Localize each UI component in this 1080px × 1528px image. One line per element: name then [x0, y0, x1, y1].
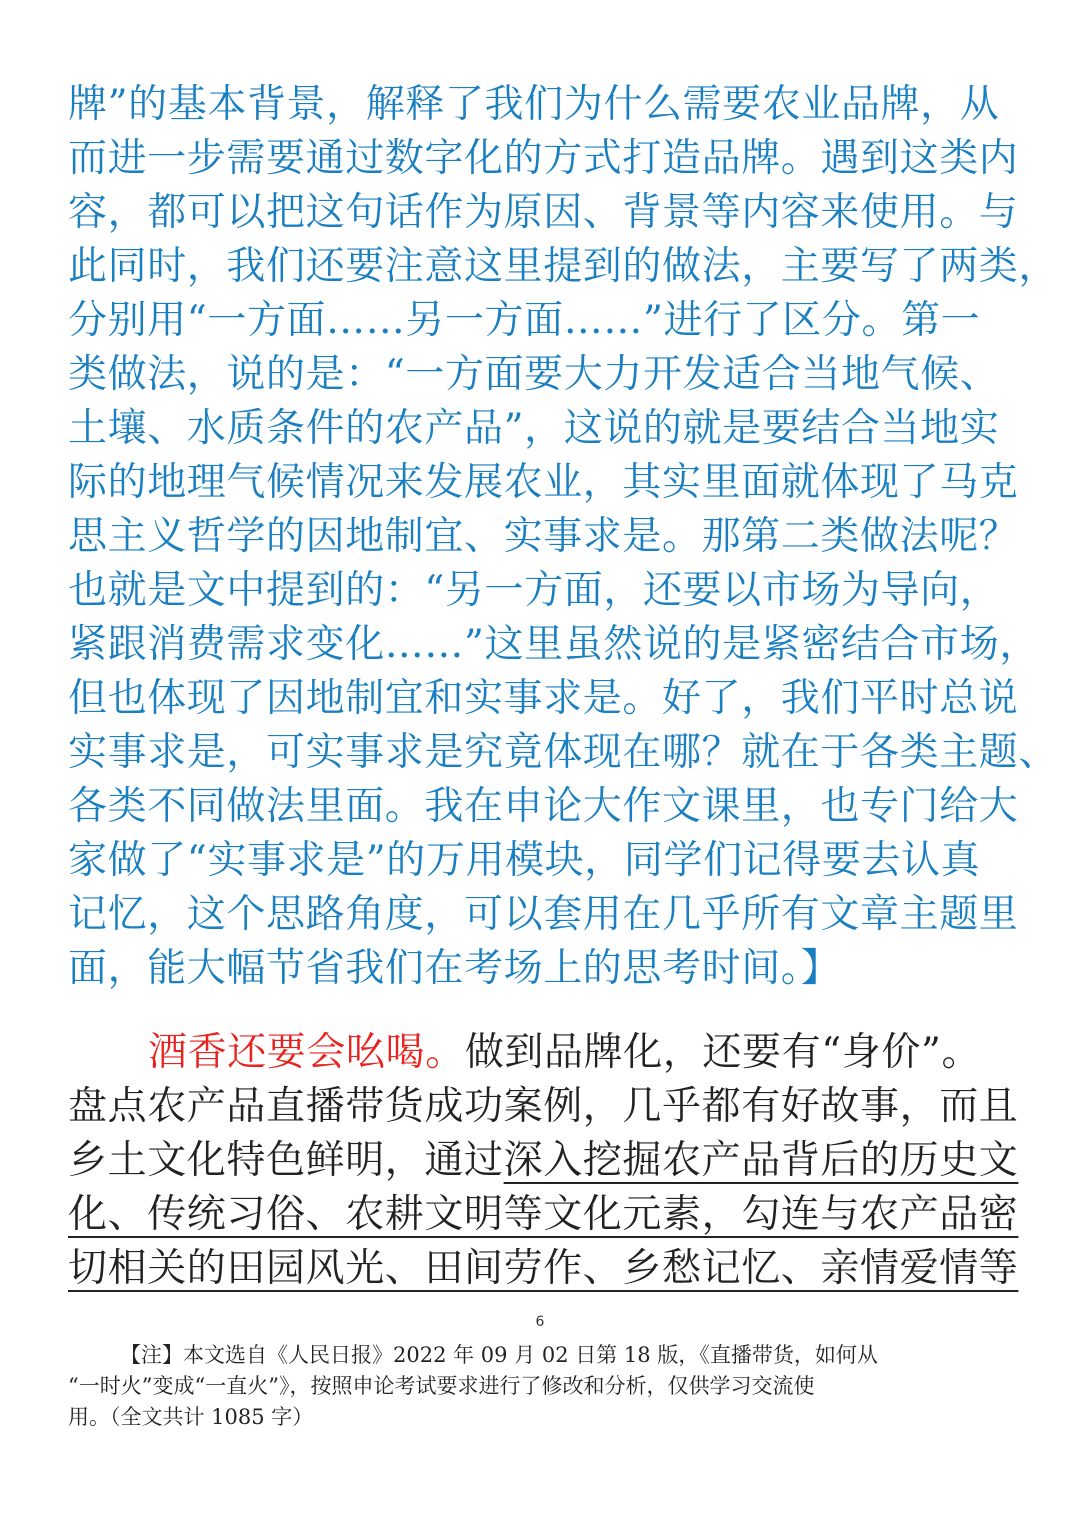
commentary-block	[68, 78, 1059, 996]
commentary-line: 类做法，说的是：“一方面要大力开发适合当地气候、	[68, 352, 1000, 397]
commentary-line: 但也体现了因地制宜和实事求是。好了，我们平时总说	[68, 676, 1019, 721]
commentary-line: 思主义哲学的因地制宜、实事求是。那第二类做法呢？	[68, 514, 1019, 559]
commentary-line: 此同时，我们还要注意这里提到的做法，主要写了两类，	[68, 244, 1059, 289]
commentary-line: 记忆，这个思路角度，可以套用在几乎所有文章主题里	[68, 892, 1019, 937]
paragraph-text: 做到品牌化，还要有“身价”。	[464, 1030, 982, 1075]
underlined-text: 深入挖掘农产品背后的历史文	[503, 1138, 1019, 1183]
footnote-line: 用。（全文共计 1085 字）	[68, 1405, 314, 1429]
commentary-line: 分别用“一方面……另一方面……”进行了区分。第一	[68, 298, 981, 343]
underlined-line: 切相关的田园风光、田间劳作、乡愁记忆、亲情爱情等	[68, 1246, 1019, 1291]
body-paragraph	[68, 1026, 1028, 1296]
commentary-line: 土壤、水质条件的农产品”，这说的就是要结合当地实	[68, 406, 1000, 451]
paragraph-line: 盘点农产品直播带货成功案例，几乎都有好故事，而且	[68, 1084, 1019, 1129]
commentary-line: 牌”的基本背景，解释了我们为什么需要农业品牌，从	[68, 82, 1000, 127]
commentary-line: 也就是文中提到的：“另一方面，还要以市场为导向，	[68, 568, 1000, 613]
commentary-line: 实事求是，可实事求是究竟体现在哪？就在于各类主题、	[68, 730, 1059, 775]
page-number: 6	[535, 1314, 545, 1330]
commentary-line: 际的地理气候情况来发展农业，其实里面就体现了马克	[68, 460, 1019, 505]
footnote-line: 【注】本文选自《人民日报》2022 年 09 月 02 日第 18 版，《直播带货，如何从	[120, 1343, 878, 1367]
commentary-line: 而进一步需要通过数字化的方式打造品牌。遇到这类内	[68, 136, 1019, 181]
paragraph-line	[68, 1134, 1028, 1188]
commentary-line: 各类不同做法里面。我在申论大作文课里，也专门给大	[68, 784, 1019, 829]
paragraph-first-line	[68, 1026, 1028, 1080]
commentary-line: 紧跟消费需求变化……”这里虽然说的是紧密结合市场，	[68, 622, 1039, 667]
underlined-line: 化、传统习俗、农耕文明等文化元素，勾连与农产品密	[68, 1192, 1019, 1237]
commentary-line: 面，能大幅节省我们在考场上的思考时间。】	[68, 946, 841, 991]
commentary-line: 容，都可以把这句话作为原因、背景等内容来使用。与	[68, 190, 1019, 235]
footnote-line: “一时火”变成“一直火”》，按照申论考试要求进行了修改和分析，仅供学习交流使	[68, 1374, 815, 1398]
commentary-line: 家做了“实事求是”的万用模块，同学们记得要去认真	[68, 838, 981, 883]
section-heading: 酒香还要会吆喝。	[148, 1030, 465, 1075]
paragraph-text: 乡土文化特色鲜明，通过	[68, 1138, 504, 1183]
footnote	[68, 1340, 1028, 1433]
